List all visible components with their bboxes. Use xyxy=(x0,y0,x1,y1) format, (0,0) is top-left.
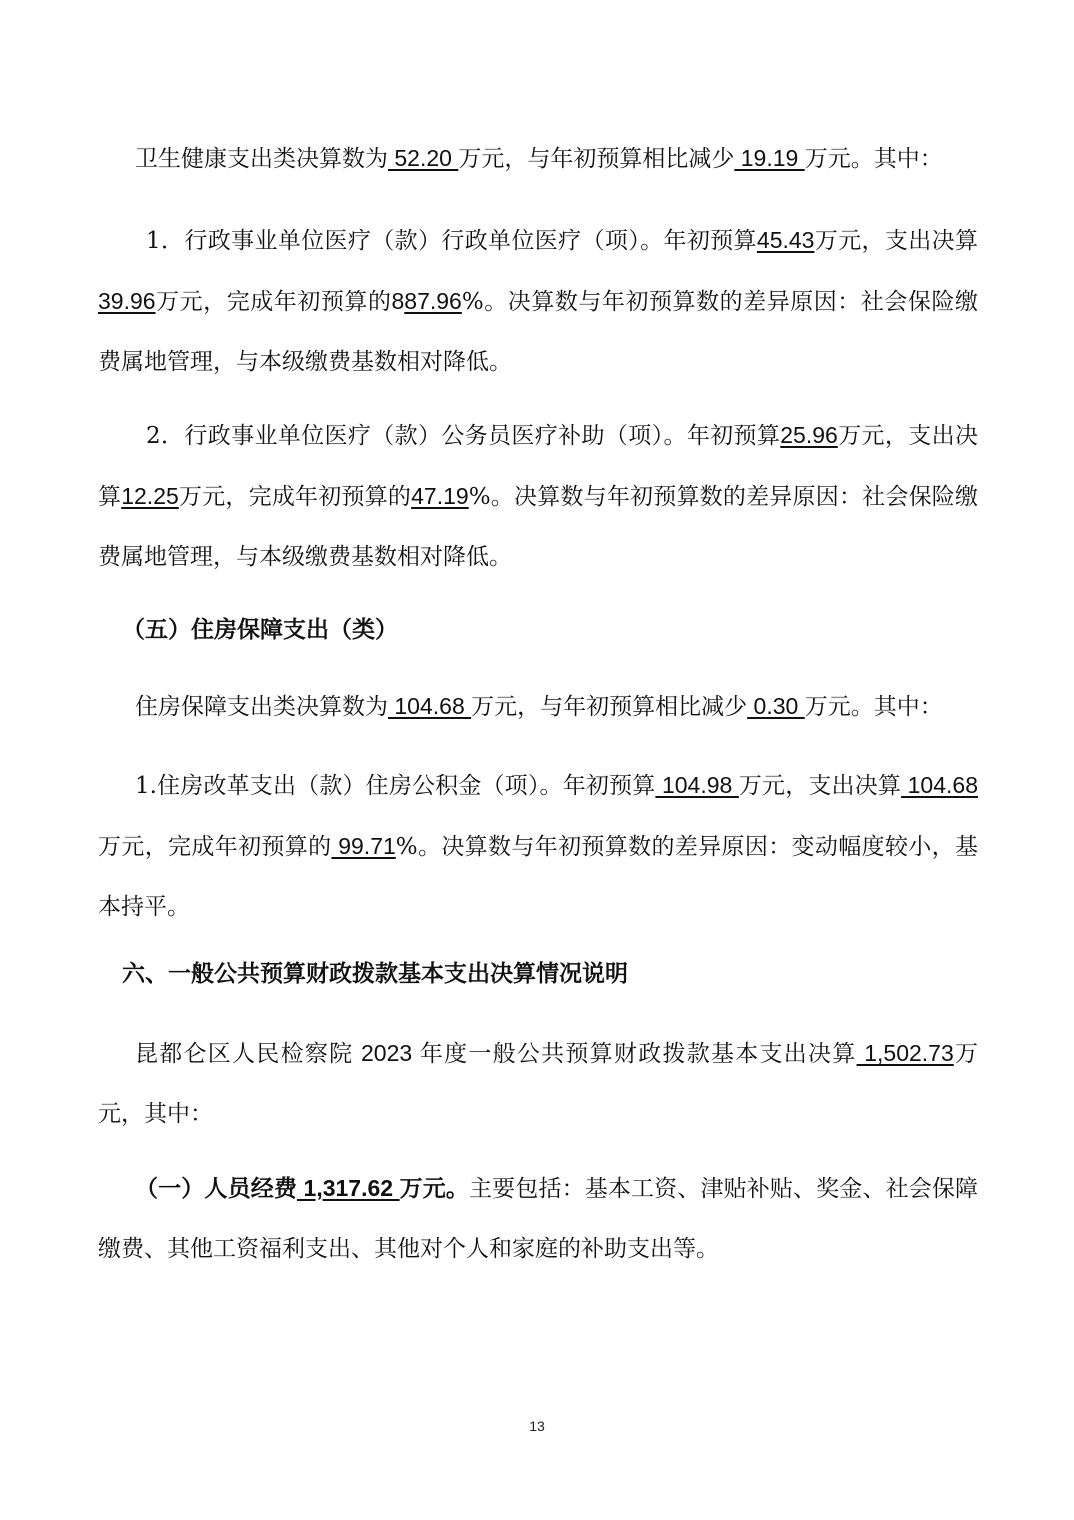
value-health-final: 52.20 xyxy=(388,145,459,171)
value-housing1-final: 104.68 xyxy=(901,772,978,798)
value-item1-budget: 45.43 xyxy=(756,227,815,253)
paragraph-personnel: （一）人员经费 1,317.62 万元。主要包括：基本工资、津贴补贴、奖金、社会保障缴费、其他工资福利支出、其他对个人和家庭的补助支出等。 xyxy=(98,1175,979,1262)
value-housing1-budget: 104.98 xyxy=(655,772,739,798)
value-housing1-rate: 99.71 xyxy=(331,833,396,859)
paragraph-housing-item-1: 1.住房改革支出（款）住房公积金（项）。年初预算 104.98 万元，支出决算 104.68万元，完成年初预算的 99.71%。决算数与年初预算数的差异原因：变动幅度较小，基本持平。 xyxy=(98,772,978,920)
heading-housing: （五）住房保障支出（类） xyxy=(122,617,398,643)
value-year: 2023 xyxy=(353,1040,420,1066)
page-number: 13 xyxy=(529,1418,545,1434)
value-item2-final: 12.25 xyxy=(121,483,179,509)
value-personnel: 1,317.62 xyxy=(297,1175,400,1201)
value-basic-expenditure: 1,502.73 xyxy=(856,1040,954,1066)
paragraph-health-item-2: 2．行政事业单位医疗（款）公务员医疗补助（项）。年初预算25.96万元，支出决算12.25万元，完成年初预算的47.19%。决算数与年初预算数的差异原因：社会保险缴费属地管理，与本级缴费基数相对降低。 xyxy=(98,422,979,570)
value-housing-decrease: 0.30 xyxy=(747,693,805,719)
value-housing-final: 104.68 xyxy=(388,693,472,719)
paragraph-housing-total: 住房保障支出类决算数为 104.68 万元，与年初预算相比减少 0.30 万元。其中： xyxy=(135,693,943,720)
value-item2-rate: 47.19 xyxy=(411,483,469,509)
heading-section-6: 六、一般公共预算财政拨款基本支出决算情况说明 xyxy=(122,961,628,987)
value-health-decrease: 19.19 xyxy=(734,145,805,171)
paragraph-section-6: 昆都仑区人民检察院 2023 年度一般公共预算财政拨款基本支出决算 1,502.73万元，其中： xyxy=(98,1040,979,1127)
value-item1-rate: 87.96 xyxy=(404,288,462,314)
value-item1-final: 39.96 xyxy=(98,288,156,314)
value-item2-budget: 25.96 xyxy=(780,422,838,448)
paragraph-health-item-1: 1．行政事业单位医疗（款）行政单位医疗（项）。年初预算45.43万元，支出决算39.96万元，完成年初预算的887.96%。决算数与年初预算数的差异原因：社会保险缴费属地管理，与本级缴费基数相对降低。 xyxy=(98,227,979,375)
paragraph-health-total: 卫生健康支出类决算数为 52.20 万元，与年初预算相比减少 19.19 万元。其中： xyxy=(135,145,943,172)
